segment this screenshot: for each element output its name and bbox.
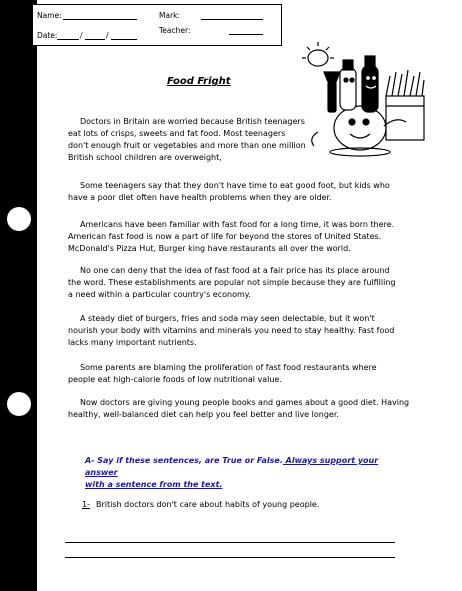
answer-line[interactable] [65, 557, 395, 558]
date-month-field[interactable] [85, 39, 105, 40]
paragraph-line: A steady diet of burgers, fries and soda may seen delectable, but it won't [80, 314, 375, 323]
paragraph-line: people eat high-calorie foods of low nutritional value. [68, 375, 282, 384]
paragraph-5 [68, 313, 394, 349]
paragraph-line: Some teenagers say that they don't have time to eat good foot, but kids who [80, 181, 390, 190]
mark-label: Mark: [159, 11, 181, 20]
paragraph-6 [68, 362, 377, 386]
paragraph-2 [68, 180, 390, 204]
binder-strip [0, 0, 37, 591]
paragraph-line: British school children are overweight, [68, 153, 222, 162]
name-field[interactable] [63, 19, 137, 20]
paragraph-line: American fast food is now a part of life for beyond the stores of United States. [68, 232, 382, 241]
paragraph-line: healthy, well-balanced diet can help you feel better and live longer. [68, 410, 339, 419]
date-day-field[interactable] [57, 39, 79, 40]
teacher-field[interactable] [229, 34, 263, 35]
paragraph-3 [68, 219, 394, 255]
paragraph-line: lacks many important nutrients. [68, 338, 197, 347]
paragraph-1 [68, 116, 306, 164]
date-label: Date: [37, 31, 58, 40]
paragraph-line: nourish your body with vitamins and minerals you need to stay healthy. Fast food [68, 326, 395, 335]
paragraph-line: McDonald's Pizza Hut, Burger king have restaurants all over the world. [68, 244, 351, 253]
paragraph-line: eat lots of crisps, sweets and fat food. Most teenagers [68, 129, 286, 138]
paragraph-line: don't enough fruit or vegetables and more than one million [68, 141, 306, 150]
sun-icon [308, 50, 328, 66]
exercise-support-note: Always support your answer [85, 456, 379, 477]
exercise-instructions [85, 455, 405, 491]
paragraph-line: Americans have been familiar with fast food for a long time, it was born there. [80, 220, 395, 229]
student-info-box [32, 4, 282, 46]
question-1 [82, 500, 319, 509]
food-characters-illustration [298, 42, 430, 158]
paragraph-4 [68, 265, 395, 301]
exercise-heading: A- Say if these sentences, are True or False. [85, 456, 283, 465]
page-title: Food Fright [167, 76, 231, 87]
exercise-support-note-cont: with a sentence from the text. [85, 480, 223, 489]
teacher-label: Teacher: [159, 26, 191, 35]
paragraph-line: Some parents are blaming the proliferation of fast food restaurants where [80, 363, 377, 372]
date-separator: / [80, 31, 83, 40]
paragraph-line: Now doctors are giving young people books and games about a good diet. Having [80, 398, 410, 407]
question-number: 1- [82, 500, 90, 509]
name-label: Name: [37, 11, 62, 20]
paragraph-7 [68, 397, 409, 421]
punch-hole [7, 207, 31, 231]
paragraph-line: the word. These establishments are popular not simple because they are fulfilling [68, 278, 396, 287]
paragraph-line: No one can deny that the idea of fast food at a fair price has its place around [80, 266, 390, 275]
mark-field[interactable] [201, 19, 263, 20]
paragraph-line: Doctors in Britain are worried because British teenagers [80, 117, 305, 126]
question-text: British doctors don't care about habits of young people. [95, 500, 320, 509]
answer-line[interactable] [65, 542, 395, 543]
punch-hole [7, 392, 31, 416]
paragraph-line: a need within a particular country's economy. [68, 290, 251, 299]
date-separator: / [106, 31, 109, 40]
paragraph-line: have a poor diet often have health problems when they are older. [68, 193, 332, 202]
date-year-field[interactable] [111, 39, 137, 40]
